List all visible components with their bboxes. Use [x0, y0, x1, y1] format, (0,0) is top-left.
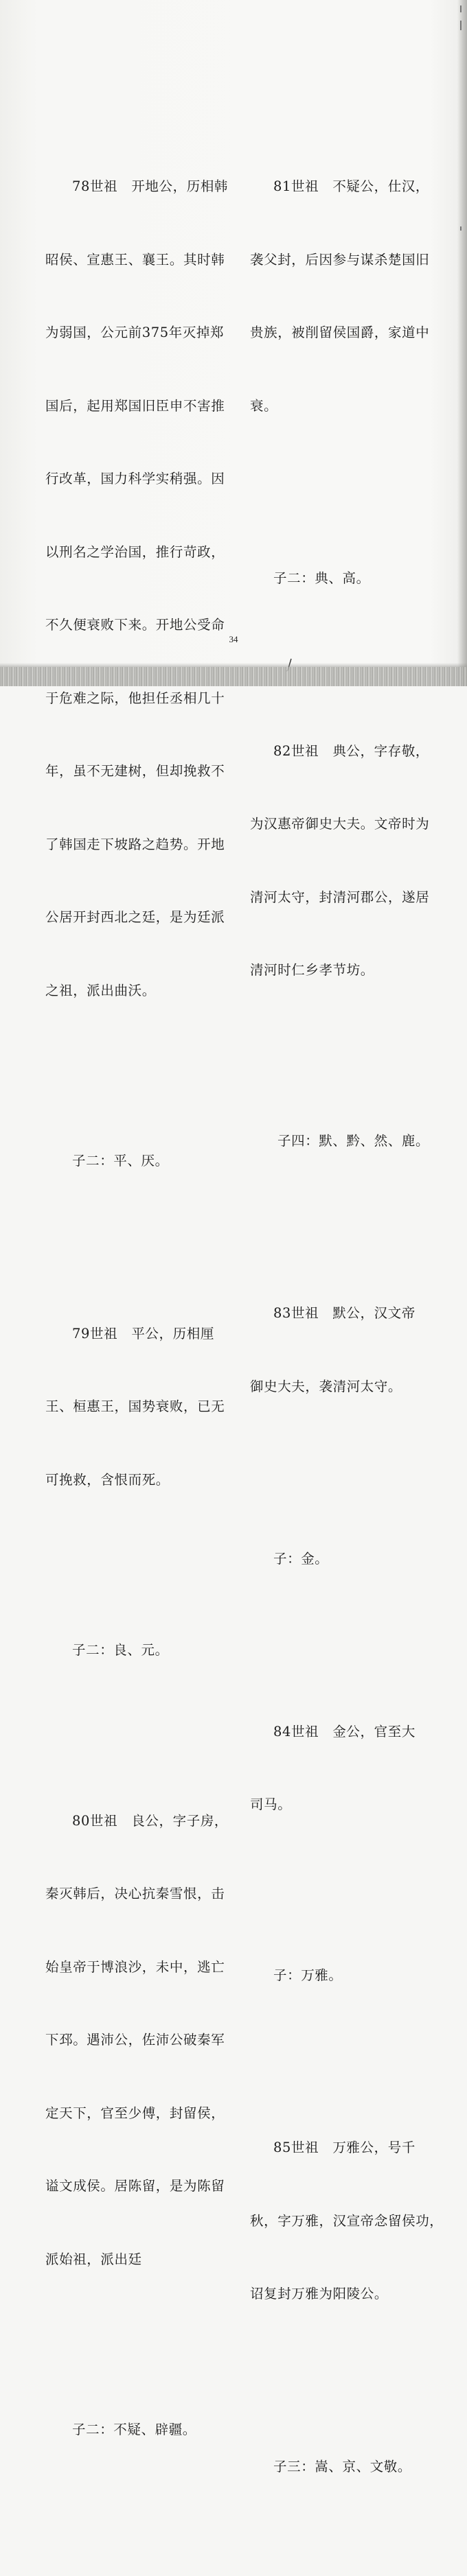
paragraph-81: [250, 126, 430, 467]
text-line: 子二：典、高。: [273, 570, 370, 586]
text-line: 清河太守，封清河郡公，遂居: [250, 889, 430, 905]
text-line: 80世祖 良公，字子房，: [72, 1812, 229, 1829]
text-line: 袭父封，后因参与谋杀楚国旧: [250, 251, 430, 268]
text-line: 行改革，国力科学实稍强。因: [45, 471, 225, 487]
text-line: 79世祖 平公，历相厘: [72, 1325, 214, 1342]
text-line: 84世祖 金公，官至大: [273, 1723, 415, 1740]
paragraph-83-sons: [250, 1498, 430, 1620]
margin-tick: [460, 21, 462, 30]
text-line: 定天下，官至少傅，封留侯，: [45, 2105, 225, 2121]
paragraph-79-sons: [45, 1589, 231, 1711]
paragraph-78: [45, 126, 231, 1051]
paragraph-84-sons: [250, 1915, 430, 2037]
text-line: 始皇帝于博浪沙，未中，逃亡: [45, 1958, 225, 1975]
scan-shadow-bottom: [0, 667, 467, 686]
scan-shadow-right: [457, 0, 467, 686]
text-line: 子四：默、黔、然、鹿。: [277, 1132, 430, 1149]
paragraph-80: [45, 1760, 231, 2321]
text-line: 贵族，被削留侯国爵，家道中: [250, 325, 430, 340]
text-line: 昭侯、宣惠王、襄王。其时韩: [45, 251, 225, 268]
text-line: 下邳。遇沛公，佐沛公破秦军: [45, 2032, 225, 2048]
paragraph-80-sons: [45, 2369, 231, 2491]
text-line: 清河时仁乡孝节坊。: [250, 962, 374, 978]
text-line: 82世祖 典公，字存敬，: [273, 742, 430, 759]
paragraph-83: [250, 1252, 430, 1447]
text-line: 子二：良、元。: [72, 1642, 169, 1658]
text-line: 王、桓惠王，国势衰败，已无: [45, 1398, 225, 1414]
text-line: 为汉惠帝御史大夫。文帝时为: [250, 816, 430, 832]
text-line: 于危难之际，他担任丞相几十: [45, 690, 225, 706]
page-number: 34: [229, 634, 238, 644]
text-line: 子：万雅。: [273, 1967, 343, 1983]
paragraph-85: [250, 2087, 444, 2355]
text-line: 秋，字万雅，汉宣帝念留侯功，: [250, 2212, 444, 2229]
paragraph-85-sons: [250, 2406, 430, 2528]
text-line: 公居开封西北之廷，是为廷派: [45, 909, 225, 925]
left-text-column: [45, 77, 231, 2540]
text-line: 85世祖 万雅公，号千: [273, 2140, 415, 2155]
margin-tick: [460, 5, 462, 12]
margin-tick: [460, 226, 462, 231]
text-line: 83世祖 默公，汉文帝: [273, 1305, 415, 1321]
paragraph-78-sons: [45, 1100, 231, 1222]
text-line: 78世祖 开地公，历相韩: [72, 178, 229, 194]
text-line: 为弱国，公元前375年灭掉郑: [45, 325, 225, 340]
text-line: 之祖，派出曲沃。: [45, 982, 156, 998]
text-line: 御史大夫，袭清河太守。: [250, 1378, 402, 1394]
text-line: 司马。: [250, 1796, 292, 1812]
text-line: 谥文成侯。居陈留，是为陈留: [45, 2178, 225, 2194]
paragraph-79: [45, 1273, 231, 1541]
text-line: 81世祖 不疑公，仕汉，: [273, 178, 430, 194]
text-line: 国后，起用郑国旧臣申不害推: [45, 397, 225, 414]
text-line: 子三：嵩、京、文敬。: [273, 2458, 412, 2474]
text-line: 了韩国走下坡路之趋势。开地: [45, 836, 225, 852]
paragraph-84: [250, 1671, 430, 1866]
text-line: 年，虽不无建树，但却挽救不: [45, 763, 225, 779]
text-line: 子二：不疑、辟疆。: [72, 2422, 196, 2437]
text-line: 可挽救，含恨而死。: [45, 1471, 170, 1488]
text-line: 衰。: [250, 397, 278, 414]
text-line: 子：金。: [273, 1551, 329, 1567]
text-line: 子二：平、厌。: [72, 1153, 169, 1169]
right-text-column: [250, 77, 444, 2576]
paragraph-82-sons: [250, 1080, 430, 1202]
paragraph-81-sons: [250, 517, 430, 640]
text-line: 秦灭韩后，决心抗秦雪恨，击: [45, 1886, 225, 1901]
text-line: 以刑名之学治国，推行苛政，: [45, 543, 225, 560]
text-line: 派始祖，派出廷: [45, 2251, 142, 2267]
text-line: 诏复封万雅为阳陵公。: [250, 2286, 389, 2302]
text-line: 不久便衰败下来。开地公受命: [45, 617, 225, 633]
paragraph-82: [250, 690, 430, 1031]
